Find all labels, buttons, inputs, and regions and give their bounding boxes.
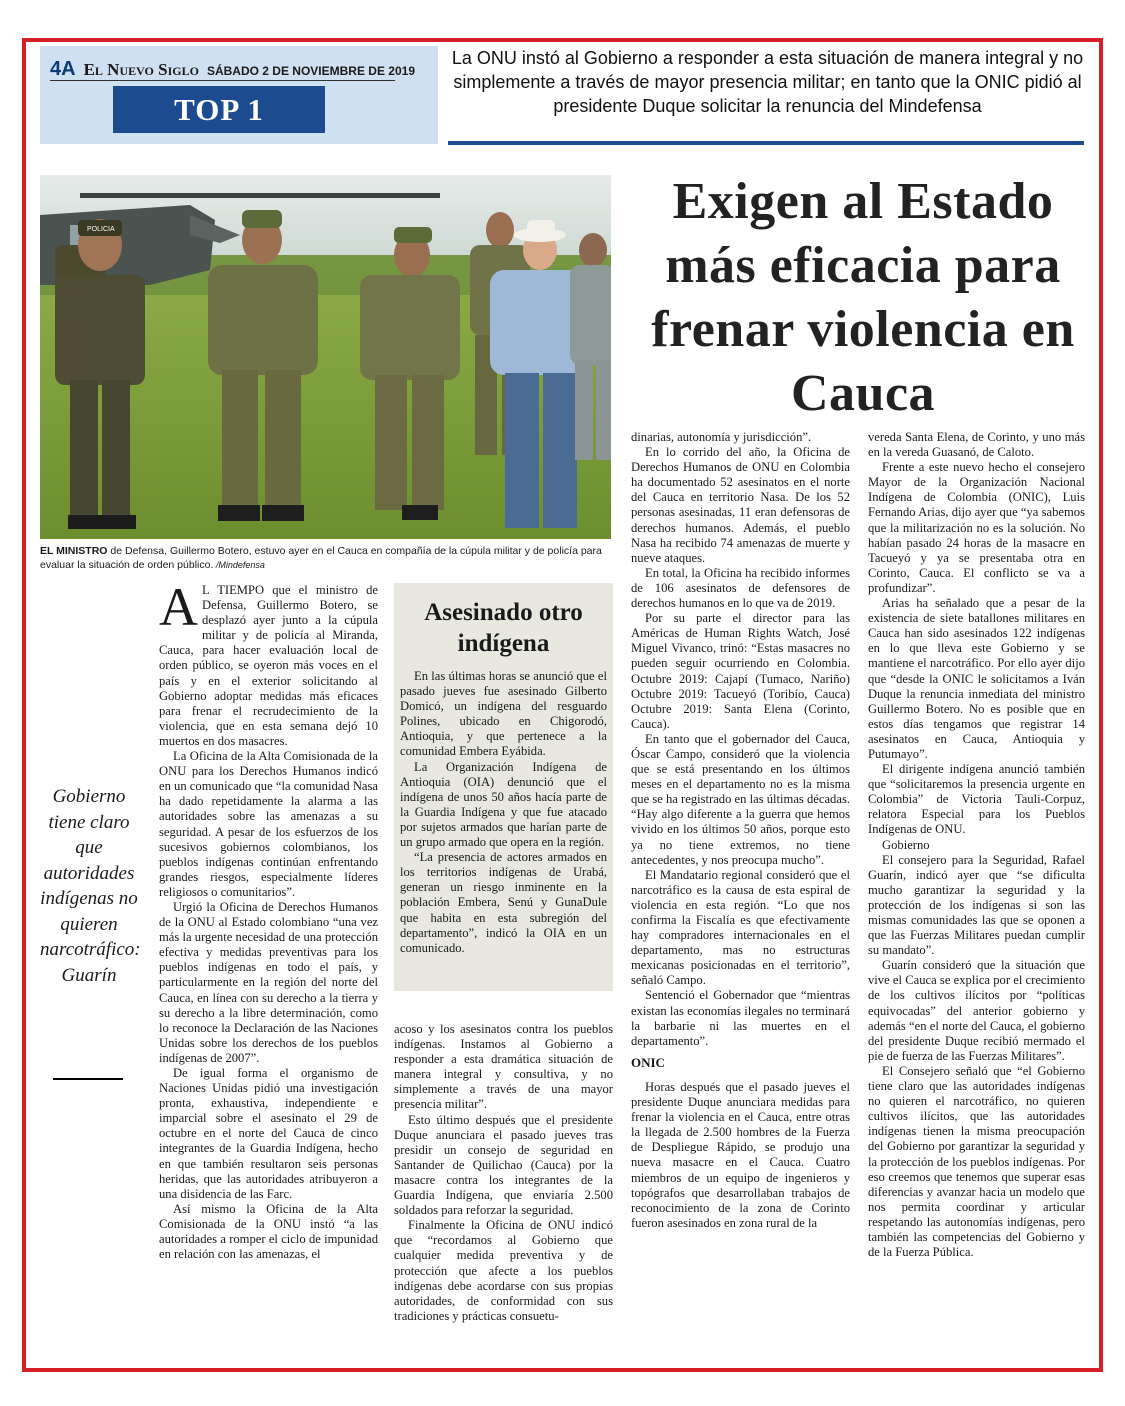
ministers-walking-photo: [40, 175, 611, 539]
drop-cap: A: [159, 577, 198, 637]
paragraph: Finalmente la Oficina de ONU indicó que “recordamos al Gobierno que cualquier medida preventiva y de protección que afecte a los pueblos indígenas debe acordarse con sus propias autoridades, de conformidad con sus tradiciones y prácticas consuetu-: [394, 1218, 613, 1323]
masthead-line: [50, 58, 415, 81]
paragraph: En total, la Oficina ha recibido informes de 106 asesinatos de defensores de derechos humanos en lo que va de 2019.: [631, 565, 850, 611]
section-label: TOP 1: [113, 86, 325, 133]
article-column-2: [394, 1022, 613, 1324]
paragraph: El Consejero señaló que “el Gobierno tiene claro que las autoridades indígenas no quieren el narcotráfico, no quieren cultivos ilícitos, que las autoridades indígenas tienen la misma preocupación del Gobierno por garantizar la seguridad y la protección de los pueblos indígenas. Por eso creemos que tenemos que superar esas diferencias y avanzar hacia un modelo que nos permita coordinar y articular respetando las autonomías indígenas, pero también las competencias del Gobierno y de la Fuerza Pública.: [868, 1063, 1085, 1260]
photo-credit: /Mindefensa: [213, 560, 265, 570]
paragraph: El Mandatario regional consideró que el narcotráfico es la causa de esta espiral de violencia en esta región. “Lo que nos confirma la Fiscalía es que efectivamente hay compradores internacionales en el departamento, mas no estructuras mexicanas posicionadas en el territorio”, señaló Campo.: [631, 867, 850, 988]
page-number: 4A: [50, 58, 76, 80]
paragraph: Esto último después que el presidente Duque anunciara el pasado jueves tras presidir un consejo de seguridad en Santander de Quilichao (Cauca) por la masacre contra los integrantes de la Guardia Indígena, que enviaría 2.500 soldados para reforzar la seguridad.: [394, 1112, 613, 1218]
paragraph: Urgió la Oficina de Derechos Humanos de la ONU al Estado colombiano “una vez más la urgente necesidad de una protección efectiva y medidas preventivas para los pueblos indígenas en todo el país, y particularmente en la región del norte del Cauca, en línea con su derecho a la tierra y su derecho a la libre determinación, como lo reconoce la Declaración de las Naciones Unidas sobre los derechos de los pueblos indígenas de 2007”.: [159, 899, 378, 1065]
paragraph: En tanto que el gobernador del Cauca, Óscar Campo, consideró que la violencia que se está presentando en los últimos meses en el departamento no es la misma que se ha registrado en las últimas décadas. “Hay algo diferente a la guerra que hemos vivido en los últimos 50 años, porque esto ya no tiene extremos, no tiene antecedentes, y nos preocupa mucho”.: [631, 731, 850, 867]
article-photo: [40, 175, 611, 539]
subhead-onic: ONIC: [631, 1054, 665, 1070]
paragraph: El dirigente indígena anunció también que “solicitaremos la presencia urgente en Colombia” de Victoria Tauli-Corpuz, relatora Especial para los Pueblos Indígenas de ONU.: [868, 762, 1085, 837]
sidebar-paragraph: La Organización Indígena de Antioquia (OIA) denunció que el indígena de unos 50 años hacía parte de la Guardia Indígena y que fue atacado por sujetos armados que harían parte de un grupo armado que opera en la región.: [400, 759, 607, 850]
deck-rule: [448, 141, 1084, 145]
caption-lead: EL MINISTRO: [40, 545, 108, 557]
article-column-3: [631, 430, 850, 1231]
paragraph: Horas después que el pasado jueves el presidente Duque anunciara medidas para frenar la violencia en el Cauca, entre otras la llegada de 2.500 hombres de la Fuerza de Despliegue Rápido, se produjo una nueva masacre en el Cauca. Cuatro miembros de un equipo de ingenieros y topógrafos que desarrollaban trabajos de reconocimiento de la zona de Corinto fueron asesinados en zona rural de la: [631, 1079, 850, 1230]
paragraph: Sentenció el Gobernador que “mientras existan las economías ilegales no terminará la barbarie ni las muertes en el departamento”.: [631, 988, 850, 1048]
paragraph: De igual forma el organismo de Naciones Unidas pidió una investigación pronta, exhaustiva, independiente e imparcial sobre el asesinato el 29 de octubre en el norte del Cauca de cinco integrantes de la Guardia Indígena, hecho en que también resultaron seis personas heridas, que las autoridades atribuyeron a una disidencia de las Farc.: [159, 1066, 378, 1201]
sidebar-paragraph: “La presencia de actores armados en los territorios indígenas de Urabá, generan un riesgo inminente en la población Embera, Senú y GunaDule que habita en esta subregión del departamento”, indicó la OIA en un comunicado.: [400, 850, 607, 955]
subhead-gobierno: Gobierno: [882, 837, 930, 852]
photo-caption: [40, 544, 611, 572]
paragraph: Arias ha señalado que a pesar de la existencia de siete batallones militares en Cauca han sido asesinados 122 indígenas en lo que lleva este Gobierno y se mantiene el narcotráfico. Por ello ayer dijo que “desde la ONIC le solicitamos a Iván Duque la renuncia inmediata del ministro Guillermo Botero. No es posible que en estos días tengamos que registrar 14 asesinatos en Cauca, Antioquia y Putumayo”.: [868, 596, 1085, 761]
police-cap-text: POLICIA: [87, 226, 115, 233]
masthead-rule: [50, 80, 395, 81]
sidebar-paragraph: En las últimas horas se anunció que el pasado jueves fue asesinado Gilberto Domicó, un indígena del resguardo Polines, ubicado en Chigorodó, Antioquia, y que pertenece a la comunidad Embera Eyábida.: [400, 669, 607, 759]
section-header: [40, 46, 438, 144]
sidebar-title: Asesinado otro indígena: [424, 599, 583, 657]
paragraph: dinarias, autonomía y jurisdicción”.: [631, 430, 812, 444]
article-column-4: [868, 430, 1085, 1260]
paragraph: acoso y los asesinatos contra los pueblos indígenas. Instamos al Gobierno a responder a esta dramática situación de manera integral y consultiva, y no simplemente a través de una mayor presencia militar”.: [394, 1022, 613, 1112]
lead-paragraph: A L TIEMPO que el ministro de Defensa, Guillermo Botero, se desplazó ayer junto a la cúpula militar y de policía al Miranda, Cauca, para hacer evaluación local de orden público, se oyeron más voces en el país y en el exterior solicitando al Gobierno adoptar medidas más eficaces para frenar el recrudecimiento de la violencia, que en esta semana dejó 10 muertos en dos masacres.: [159, 577, 378, 748]
article-deck: La ONU instó al Gobierno a responder a esta situación de manera integral y no simplemente a través de mayor presencia militar; en tanto que la ONIC pidió al presidente Duque solicitar la renuncia del Mindefensa: [451, 48, 1084, 116]
pull-quote: Gobierno tiene claro que autoridades indígenas no quieren narcotráfico: Guarín: [40, 786, 141, 986]
paragraph: Por su parte el director para las Américas de Human Rights Watch, José Miguel Vivanco, trinó: “Estas masacres no pueden seguir ocurriendo en Colombia. Octubre 2019: Cajapí (Tumaco, Nariño) Octubre 2019: Tacueyó (Toribío, Cauca) Octubre 2019: Santa Elena (Corinto, Cauca).: [631, 611, 850, 731]
sidebar-box: [394, 583, 613, 991]
soldier-4: [570, 233, 611, 460]
caption-text: de Defensa, Guillermo Botero, estuvo ayer en el Cauca en compañía de la cúpula militar y de policía para evaluar la situación de orden público.: [40, 545, 602, 571]
article-column-1: [159, 577, 378, 1262]
paragraph: En lo corrido del año, la Oficina de Derechos Humanos de ONU en Colombia ha documentado 52 asesinatos en el norte del Cauca en territorio Nasa. De los 52 personas asesinadas, 11 eran defensoras de derechos humanos. Además, el pueblo Nasa ha recibido 74 amenazas de muerte y nueve ataques.: [631, 445, 850, 565]
pull-quote-rule: [53, 1078, 123, 1080]
paragraph: Así mismo la Oficina de la Alta Comisionada de la ONU instó “a las autoridades a romper el ciclo de impunidad en relación con las amenazas, el: [159, 1201, 378, 1262]
paragraph: vereda Santa Elena, de Corinto, y uno más en la vereda Guasanó, de Caloto.: [868, 430, 1085, 460]
newspaper-name: El Nuevo Siglo: [83, 60, 199, 79]
paragraph: Guarín consideró que la situación que vive el Cauca se explica por el crecimiento de los cultivos ilícitos por “políticas equivocadas” del anterior gobierno y además “en el norte del Cauca, el gobierno del presidente Duque recibió mermado el pie de fuerza de las Fuerzas Militares”.: [868, 958, 1085, 1063]
paragraph: Frente a este nuevo hecho el consejero Mayor de la Organización Nacional Indígena de Colombia (ONIC), Luis Fernando Arias, dijo ayer que “ya sabemos que la militarización no es la solución. No habían pasado 24 horas de la masacre en Tacueyó y ya se presentaba otra en Corinto, Cauca. El conflicto se va a profundizar”.: [868, 460, 1085, 595]
paragraph: La Oficina de la Alta Comisionada de la ONU para los Derechos Humanos indicó en un comunicado que “la comunidad Nasa ha dado repetidamente la alarma a las autoridades sobre las amenazas a su seguridad. A pesar de los esfuerzos de los sucesivos gobiernos colombianos, los pueblos indígenas continúan enfrentando grandes riesgos, especialmente líderes religiosos o comunitarios”.: [159, 749, 378, 899]
headline: Exigen al Estado más eficacia para frenar violencia en Cauca: [651, 173, 1075, 422]
paragraph: El consejero para la Seguridad, Rafael Guarín, indicó ayer que “se dificulta mucho garantizar la seguridad y la protección de los indígenas si son las mismas comunidades las que se oponen a que las Fuerzas Militares puedan cumplir su mandato”.: [868, 852, 1085, 958]
issue-date: SÁBADO 2 DE NOVIEMBRE DE 2019: [206, 64, 415, 78]
